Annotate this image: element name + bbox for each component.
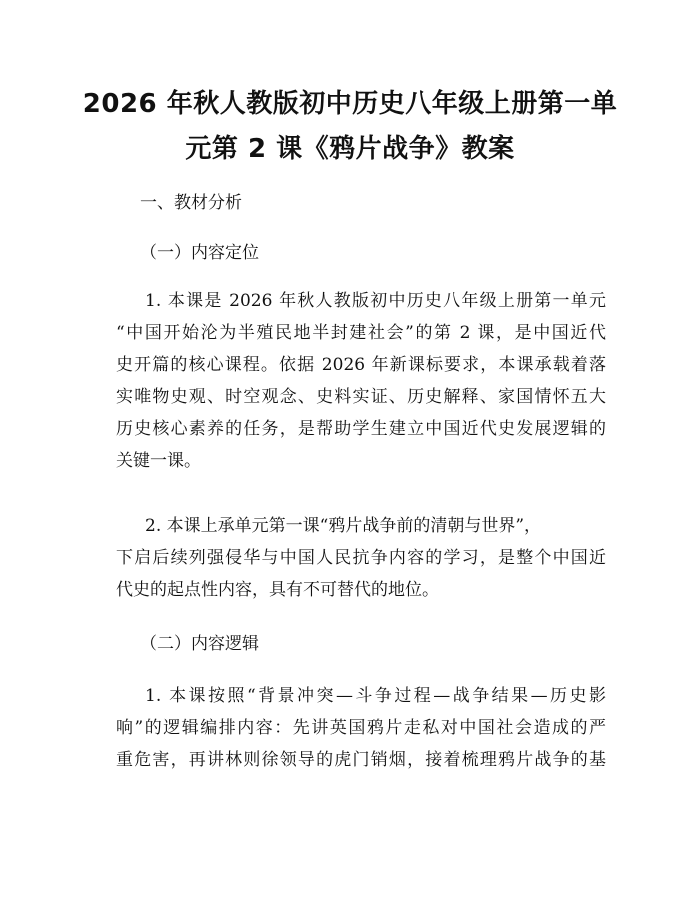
subsection-heading-content-positioning: （一）内容定位	[140, 243, 259, 263]
paragraph-line: “中国开始沦为半殖民地半封建社会”的第 2 课，是中国近代	[116, 323, 606, 343]
paragraph-line: 响”的逻辑编排内容：先讲英国鸦片走私对中国社会造成的严	[116, 718, 606, 738]
paragraph-line: 历史核心素养的任务，是帮助学生建立中国近代史发展逻辑的	[116, 419, 606, 439]
document-title-line-1: 2026 年秋人教版初中历史八年级上册第一单	[82, 89, 618, 119]
paragraph-line: 1. 本课是 2026 年秋人教版初中历史八年级上册第一单元	[145, 291, 606, 311]
paragraph-line: 1. 本课按照“背景冲突—斗争过程—战争结果—历史影	[145, 686, 606, 706]
paragraph-line: 下启后续列强侵华与中国人民抗争内容的学习，是整个中国近	[116, 548, 606, 568]
paragraph-line: 实唯物史观、时空观念、史料实证、历史解释、家国情怀五大	[116, 387, 606, 407]
document-title-line-2: 元第 2 课《鸦片战争》教案	[185, 134, 515, 164]
paragraph-line: 代史的起点性内容，具有不可替代的地位。	[116, 580, 439, 600]
paragraph-line: 重危害，再讲林则徐领导的虎门销烟，接着梳理鸦片战争的基	[116, 750, 606, 770]
paragraph-line: 关键一课。	[116, 451, 201, 471]
section-heading-materials-analysis: 一、教材分析	[140, 193, 242, 213]
subsection-heading-content-logic: （二）内容逻辑	[140, 634, 259, 654]
paragraph-line: 2. 本课上承单元第一课“鸦片战争前的清朝与世界”，	[145, 516, 542, 536]
paragraph-line: 史开篇的核心课程。依据 2026 年新课标要求，本课承载着落	[116, 355, 606, 375]
